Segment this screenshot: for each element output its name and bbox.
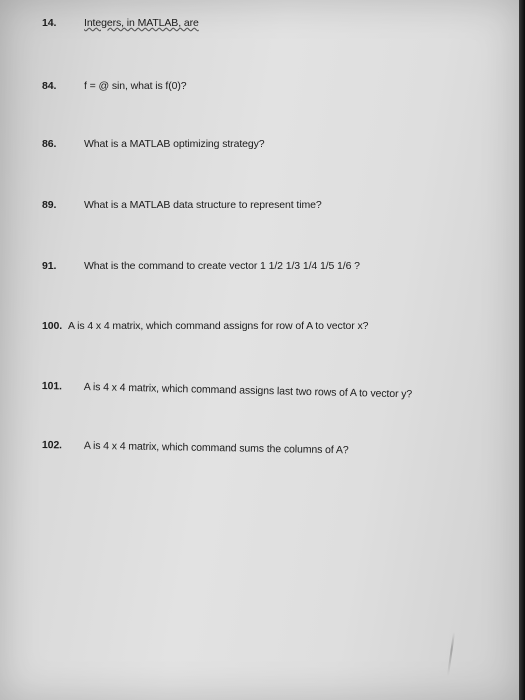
question-text: A is 4 x 4 matrix, which command assigns for row of A to vector x?: [68, 320, 369, 332]
question-text: What is a MATLAB optimizing strategy?: [84, 138, 265, 150]
question-text: A is 4 x 4 matrix, which command sums the columns of A?: [83, 439, 349, 457]
question-number: 91.: [42, 260, 57, 272]
question-number: 84.: [42, 80, 57, 92]
question-number: 14.: [42, 17, 57, 29]
background-edge: [519, 0, 525, 700]
question-text: f = @ sin, what is f(0)?: [84, 80, 187, 92]
question-number: 101.: [41, 380, 63, 393]
question-number: 102.: [41, 439, 63, 452]
question-text: A is 4 x 4 matrix, which command assigns last two rows of A to vector y?: [83, 380, 413, 401]
question-number: 86.: [42, 138, 57, 150]
question-text: What is the command to create vector 1 1/2 1/3 1/4 1/5 1/6 ?: [84, 260, 360, 272]
question-text: Integers, in MATLAB, are: [84, 17, 199, 29]
question-text: What is a MATLAB data structure to represent time?: [84, 199, 322, 211]
question-number: 89.: [42, 199, 57, 211]
question-number: 100.: [42, 320, 63, 332]
pencil-mark: [447, 632, 455, 676]
